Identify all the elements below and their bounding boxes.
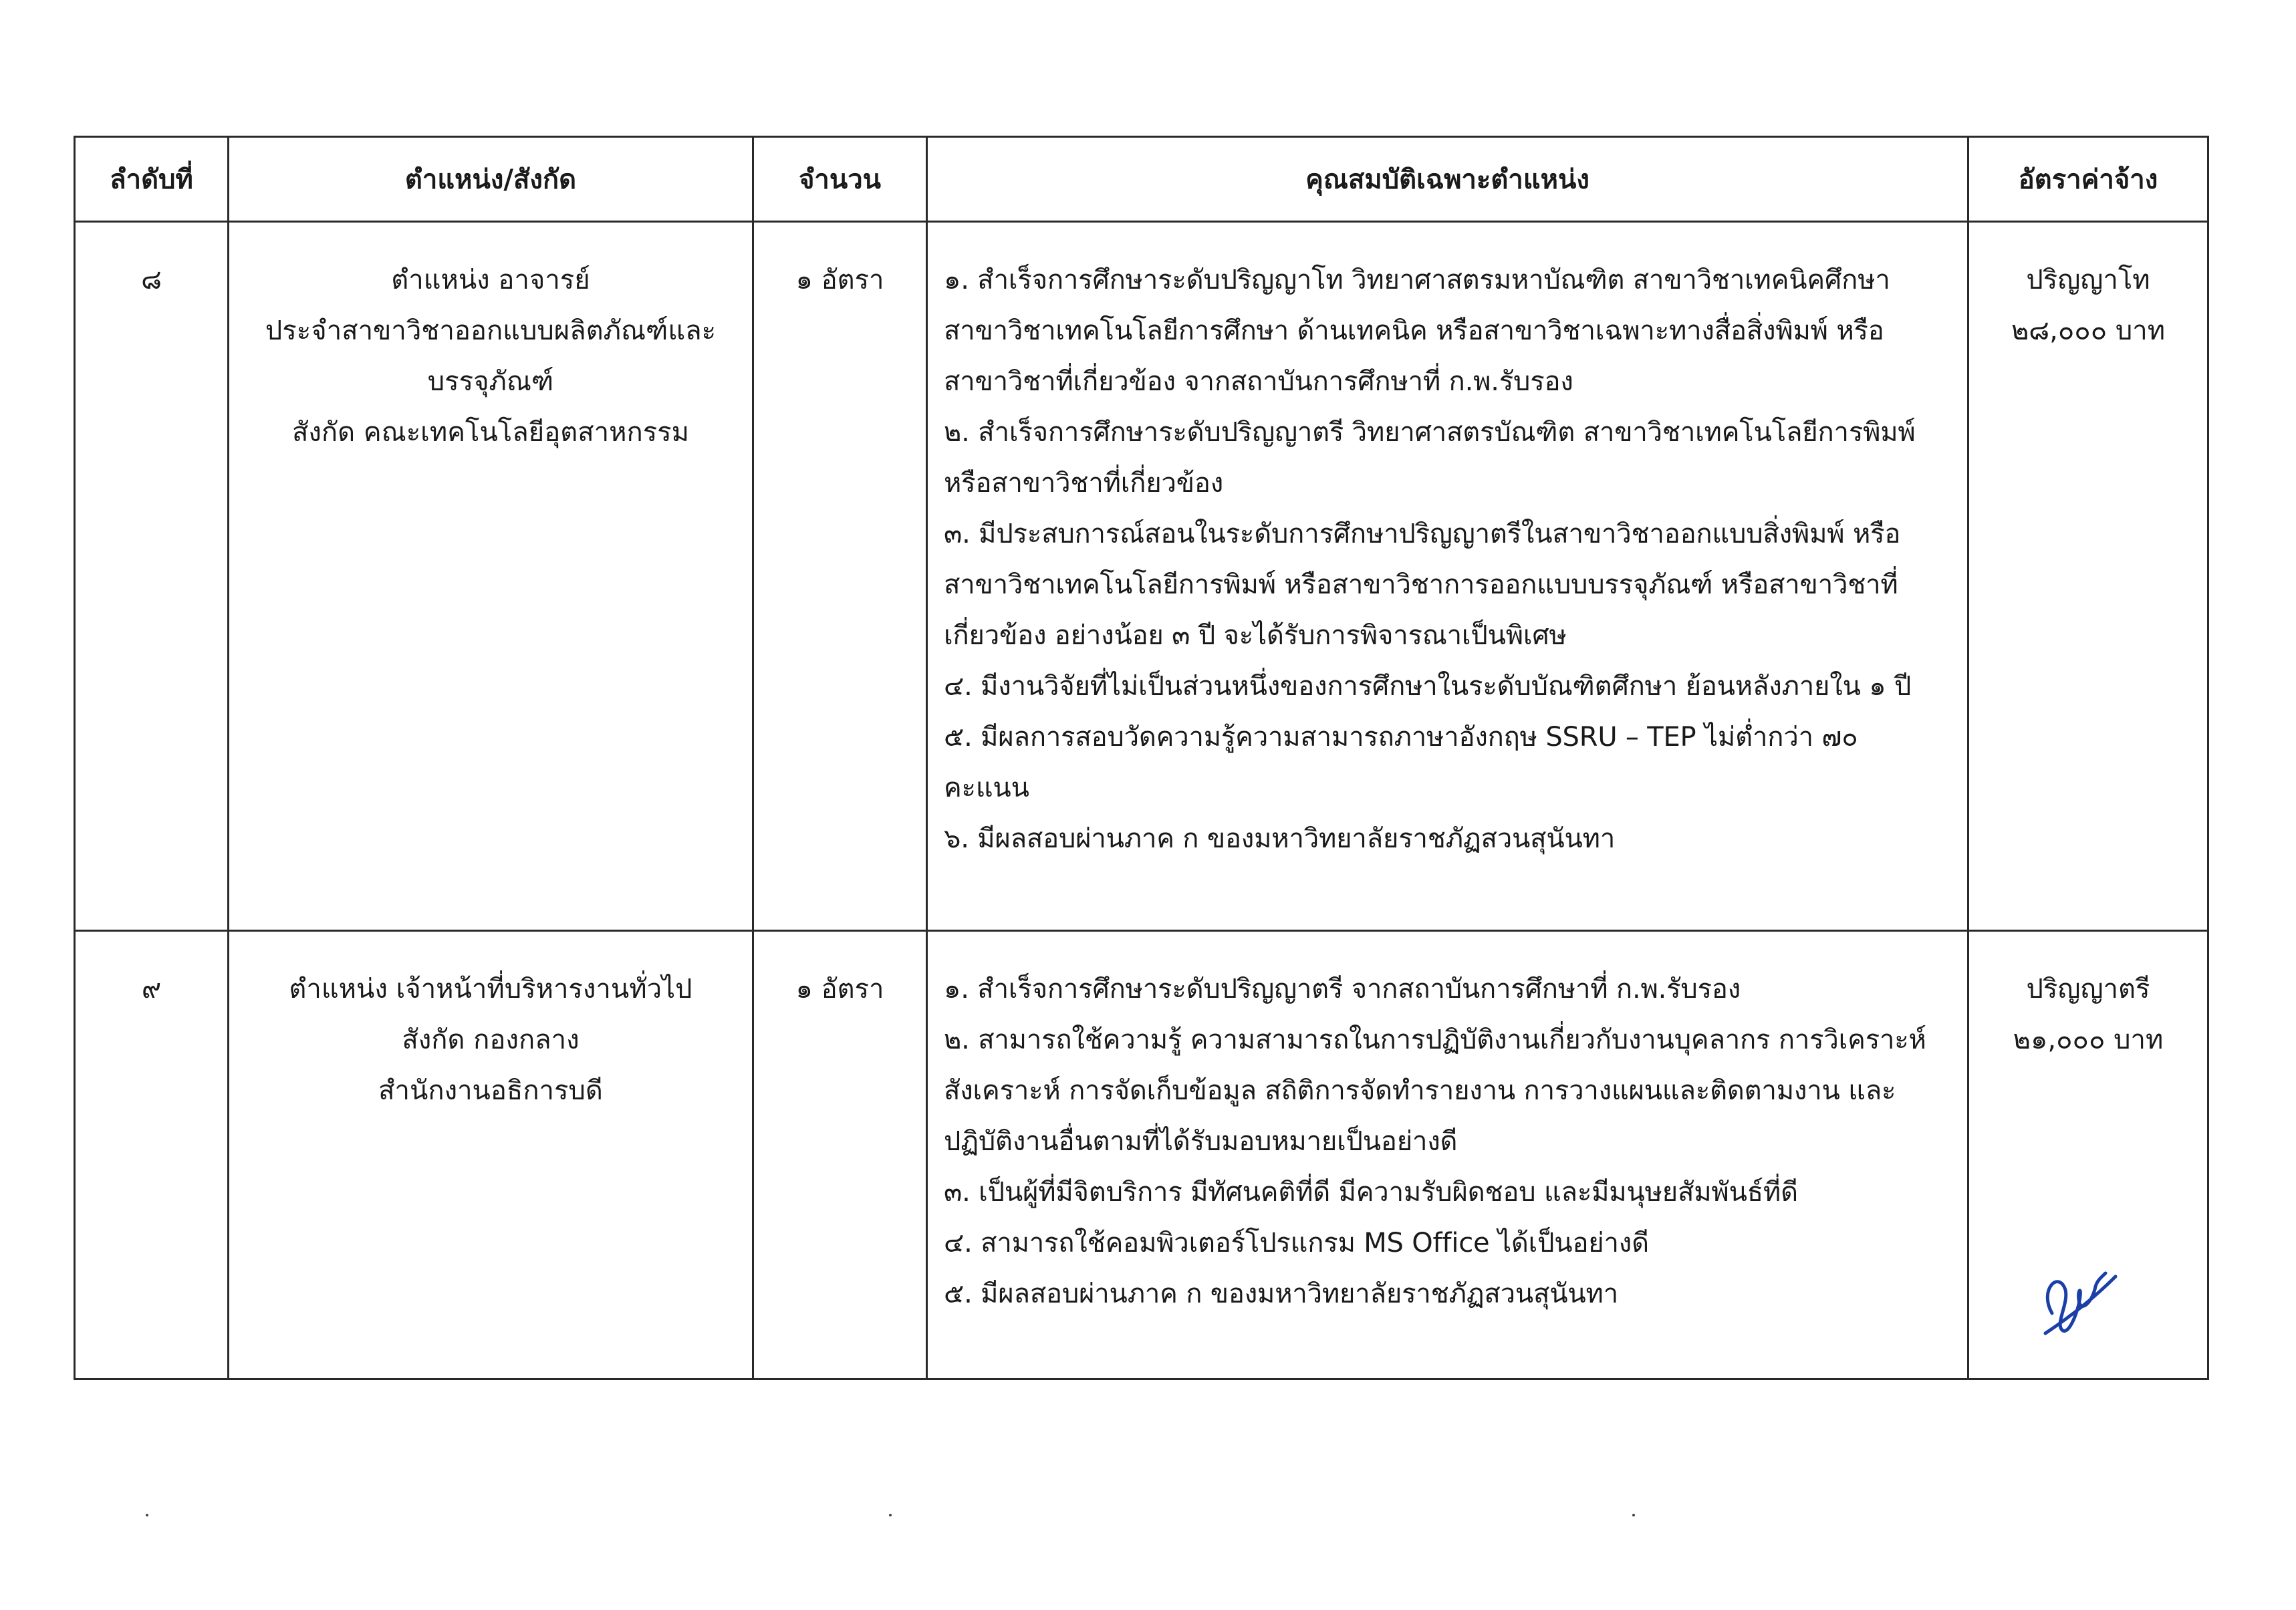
position-line: สำนักงานอธิการบดี [378,1075,603,1106]
scan-dot [146,1514,148,1516]
table-row [75,931,2208,1379]
qualifications-cell [927,222,1968,931]
qualification-line: ๕. มีผลสอบผ่านภาค ก ของมหาวิทยาลัยราชภัฏสวนสุนันทา [944,1279,1618,1309]
qualifications-cell [927,931,1968,1379]
position-line: ตำแหน่ง อาจารย์ [391,265,590,295]
positions-table [74,136,2209,1380]
qualification-line: ๓. มีประสบการณ์สอนในระดับการศึกษาปริญญาตรีในสาขาวิชาออกแบบสิ่งพิมพ์ หรือ [944,519,1901,549]
qualification-line: ๑. สำเร็จการศึกษาระดับปริญญาโท วิทยาศาสตรมหาบัณฑิต สาขาวิชาเทคนิคศึกษา [944,265,1890,295]
position-cell [229,931,753,1379]
rate-cell [1968,222,2208,931]
count-cell: ๑ อัตรา [753,931,927,1379]
position-cell [229,222,753,931]
header-qualifications: คุณสมบัติเฉพาะตำแหน่ง [927,137,1968,222]
signature-icon [2032,1250,2119,1343]
count-cell: ๑ อัตรา [753,222,927,931]
rate-amount: ๒๘,๐๐๐ บาท [2011,315,2166,346]
rate-degree: ปริญญาโท [2026,265,2150,295]
header-no: ลำดับที่ [75,137,229,222]
position-line: บรรจุภัณฑ์ [427,366,554,397]
header-count: จำนวน [753,137,927,222]
qualification-line: ๒. สามารถใช้ความรู้ ความสามารถในการปฏิบัติงานเกี่ยวกับงานบุคลากร การวิเคราะห์ [944,1025,1926,1055]
qualification-line: เกี่ยวข้อง อย่างน้อย ๓ ปี จะได้รับการพิจารณาเป็นพิเศษ [944,620,1567,651]
rate-amount: ๒๑,๐๐๐ บาท [2013,1025,2164,1055]
row-number: ๙ [75,931,229,1379]
table-header-row [75,137,2208,222]
qualification-line: ๖. มีผลสอบผ่านภาค ก ของมหาวิทยาลัยราชภัฏสวนสุนันทา [944,823,1616,854]
scan-dot [1632,1514,1635,1516]
position-line: สังกัด คณะเทคโนโลยีอุตสาหกรรม [291,417,690,448]
qualification-line: ๑. สำเร็จการศึกษาระดับปริญญาตรี จากสถาบันการศึกษาที่ ก.พ.รับรอง [944,974,1741,1004]
qualification-line: คะแนน [944,773,1029,803]
header-position: ตำแหน่ง/สังกัด [229,137,753,222]
qualification-line: สาขาวิชาเทคโนโลยีการศึกษา ด้านเทคนิค หรือสาขาวิชาเฉพาะทางสื่อสิ่งพิมพ์ หรือ [944,315,1884,346]
qualification-line: สาขาวิชาเทคโนโลยีการพิมพ์ หรือสาขาวิชาการออกแบบบรรจุภัณฑ์ หรือสาขาวิชาที่ [944,569,1898,600]
qualification-line: ๔. สามารถใช้คอมพิวเตอร์โปรแกรม MS Office ได้เป็นอย่างดี [944,1228,1649,1258]
qualification-line: ๕. มีผลการสอบวัดความรู้ความสามารถภาษาอังกฤษ SSRU – TEP ไม่ต่ำกว่า ๗๐ [944,722,1858,753]
qualification-line: ๒. สำเร็จการศึกษาระดับปริญญาตรี วิทยาศาสตรบัณฑิต สาขาวิชาเทคโนโลยีการพิมพ์ [944,417,1916,448]
position-line: ประจำสาขาวิชาออกแบบผลิตภัณฑ์และ [265,315,717,346]
qualification-line: ๓. เป็นผู้ที่มีจิตบริการ มีทัศนคติที่ดี มีความรับผิดชอบ และมีมนุษยสัมพันธ์ที่ดี [944,1177,1798,1208]
rate-degree: ปริญญาตรี [2026,974,2150,1004]
header-rate: อัตราค่าจ้าง [1968,137,2208,222]
table-row [75,222,2208,931]
qualification-line: หรือสาขาวิชาที่เกี่ยวข้อง [944,468,1224,499]
qualification-line: สาขาวิชาที่เกี่ยวข้อง จากสถาบันการศึกษาที่ ก.พ.รับรอง [944,366,1573,397]
qualification-line: สังเคราะห์ การจัดเก็บข้อมูล สถิติการจัดทำรายงาน การวางแผนและติดตามงาน และ [944,1075,1896,1106]
qualification-line: ปฏิบัติงานอื่นตามที่ได้รับมอบหมายเป็นอย่างดี [944,1126,1458,1157]
position-line: สังกัด กองกลาง [402,1025,580,1055]
row-number: ๘ [75,222,229,931]
qualification-line: ๔. มีงานวิจัยที่ไม่เป็นส่วนหนึ่งของการศึกษาในระดับบัณฑิตศึกษา ย้อนหลังภายใน ๑ ปี [944,671,1912,702]
position-line: ตำแหน่ง เจ้าหน้าที่บริหารงานทั่วไป [289,974,692,1004]
scan-dot [889,1514,892,1516]
